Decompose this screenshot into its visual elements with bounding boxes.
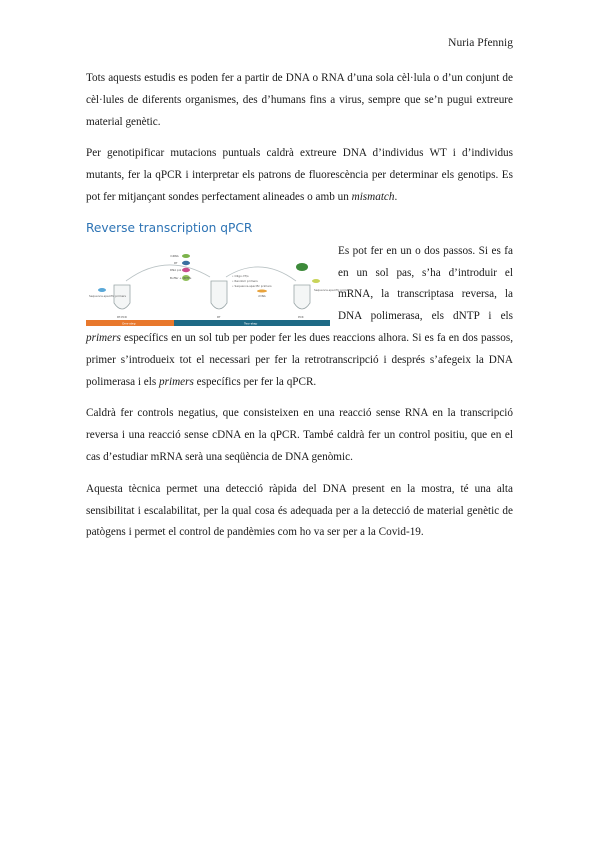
label-one-step: One-step [122,321,136,326]
paragraph-5: Aquesta tècnica permet una detecció ràpida del DNA present en la mostra, té una alta sensibilitat i escalabilitat, per la qual cosa és adequada per a la detecció de material genètic de patògens i permet el control de pandèmies com ho va ser per a la Covid-19. [86,482,513,539]
label-two-step: Two-step [244,321,258,326]
tube-3 [294,285,310,309]
dna-pol-blob [182,268,190,272]
paragraph-2-end: . [394,190,398,203]
label-tube-2: RT [217,314,221,319]
label-mrna: mRNA [170,253,179,258]
label-tube-3: PCR [298,314,304,319]
rt-blob [182,261,190,265]
header-author: Nuria Pfennig [448,37,513,49]
rt-qpcr-diagram [86,241,352,326]
paragraph-2 [86,143,513,208]
label-tube-1: RT-PCR [117,314,127,319]
label-cdna: cDNA [258,293,266,298]
paragraph-3-text-c: específics per fer la qPCR. [193,375,317,388]
primer-blob-left [98,288,106,292]
paragraph-3-text-b: específics en un sol tub per poder fer les dues reaccions alhora. Si es fa en dos passos, primer s’introdueix tot el necessari per fer la retrotranscripció i després s’afegeix la DNA polimerasa i els [86,331,513,388]
pol-blob-right [296,263,308,271]
tube-2 [211,281,227,309]
mrna-blob [182,254,190,258]
rt-qpcr-figure [86,241,352,326]
paragraph-2-text: Per genotipificar mutacions puntuals caldrà extreure DNA d’individus WT i d’individus mutants, fer la qPCR i interpretar els patrons de fluorescència per determinar els genotips. Es pot fer mitjançant sondes perfectament alineades o amb un [86,147,513,203]
arrow-arc-1 [126,265,210,281]
label-dna-pol: DNA pol [170,267,182,272]
paragraph-3-text-a: Es pot fer en un o dos passos. Si es fa en un sol pas, s’ha d’introduir el mRNA, la transcriptasa reversa, la DNA polimerasa, els dNTP i els [338,244,513,323]
primer-blob-right [312,279,320,283]
document-body [86,68,513,554]
paragraph-2-emphasis: mismatch [351,190,395,203]
cdna-blob [257,289,267,292]
section-heading: Reverse transcription qPCR [86,220,253,235]
label-seq-primers-left: Sequence-specific primers [89,293,127,298]
label-seq-primers-right: Sequence-specific primers [314,287,352,292]
paragraph-1: Tots aquests estudis es poden fer a partir de DNA o RNA d’una sola cèl·lula o d’un conjunt de cèl·lules de diferents organismes, des d’humans fins a virus, sempre que se’n pugui extreure material genètic. [86,72,513,128]
paragraph-3-emphasis-1: primers [86,331,121,344]
label-oligo: • Oligo dT/s [232,273,249,278]
label-seq-primers-mid: • Sequence-specific primers [232,283,272,288]
label-random: • Random primers [232,278,258,283]
paragraph-3-emphasis-2: primers [159,375,194,388]
paragraph-4: Caldrà fer controls negatius, que consisteixen en una reacció sense RNA en la transcripció reversa i una reacció sense cDNA en la qPCR. També caldrà fer un control positiu, que en el cas d’estudiar mRNA serà una seqüència de DNA genòmic. [86,407,513,463]
label-rt: RT [174,260,178,265]
label-buffer: Buffer + dNTPs [170,275,192,280]
